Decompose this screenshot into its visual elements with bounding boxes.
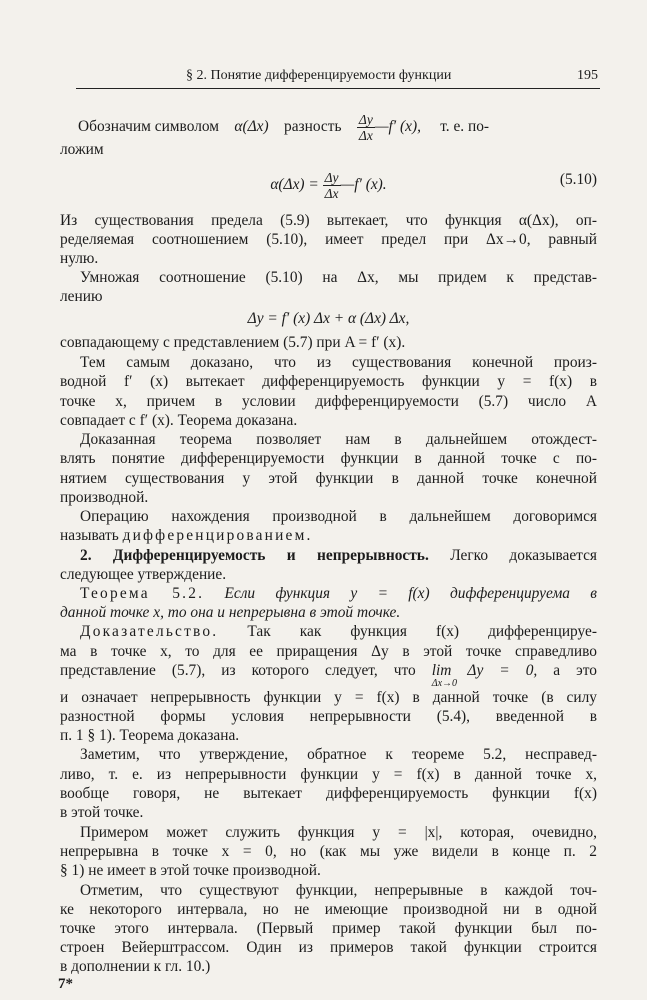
limit-main: lim Δy = 0,: [431, 662, 538, 679]
text-span: разность: [284, 118, 342, 136]
theorem-label: Теорема 5.2.: [80, 585, 205, 602]
fraction: [357, 112, 375, 143]
theorem-line: [80, 584, 597, 603]
text-span: называть: [60, 527, 119, 544]
equation-delta-y: Δy = f′ (x) Δx + α (Δx) Δx,: [247, 310, 410, 327]
proof-line: [80, 622, 597, 641]
text-line: Умножая соотношение (5.10) на Δx, мы придем к представ-: [80, 269, 597, 286]
fraction-denominator: Δx: [324, 186, 339, 201]
printer-signature: 7*: [58, 976, 73, 992]
limit-expression: [431, 662, 554, 689]
fraction-numerator: Δy: [324, 170, 339, 185]
text-line: и означает непрерывность функции y = f(x) в данной точке (в силу: [60, 689, 597, 706]
equation-number: [60, 170, 597, 189]
theorem-line: данной точке x, то она и непрерывна в этой точке.: [60, 604, 401, 621]
text-line: Доказанная теорема позволяет нам в дальнейшем отождест-: [80, 431, 597, 448]
text-span: Обозначим символом: [78, 118, 220, 136]
text-line: ке некоторого интервала, но не имеющие производной ни в одной: [60, 901, 597, 918]
text-line: точке x, причем в условии дифференцируемости (5.7) число A: [60, 393, 597, 410]
equation-right: —f′ (x).: [340, 176, 387, 194]
text-line: ливо, т. е. из непрерывности функции y = f(x) в данной точке x,: [60, 766, 597, 783]
text-line: совпадает с f′ (x). Теорема доказана.: [60, 412, 298, 429]
text-span: Так как функция f(x) дифференцируе-: [247, 623, 597, 640]
fraction-denominator: Δx: [358, 128, 373, 143]
text-line: [80, 546, 597, 565]
text-line: Примером может служить функция y = |x|, которая, очевидно,: [80, 824, 597, 841]
text-line: Операцию нахождения производной в дальнейшем договоримся: [80, 508, 597, 525]
text-line: Отметим, что существуют функции, непрерывные в каждой точ-: [80, 882, 597, 899]
text-line: Заметим, что утверждение, обратное к теореме 5.2, несправед-: [80, 746, 597, 763]
text-line: совпадающему с представлением (5.7) при A = f′ (x).: [60, 334, 406, 351]
page-number: 195: [577, 68, 598, 83]
text-line: [78, 112, 598, 143]
text-line: § 1) не имеет в этой точке производной.: [60, 862, 321, 879]
text-span: т. е. по-: [440, 118, 490, 136]
proof-label: Доказательство.: [80, 623, 219, 640]
text-line: точке этого интервала. (Первый пример такой функции был по-: [60, 920, 597, 937]
text-line: Тем самым доказано, что из существования конечной произ-: [80, 354, 597, 371]
header-title: § 2. Понятие дифференцируемости функции: [186, 68, 452, 83]
text-line: разностной формы условия непрерывности (5.4), введенной в: [60, 708, 597, 725]
text-line: вообще говоря, не вытекает дифференцируемость функции f(x): [60, 785, 597, 802]
text-line: Из существования предела (5.9) вытекает, что функция α(Δx), оп-: [60, 212, 597, 229]
text-span: Легко доказывается: [450, 547, 597, 564]
text-line: влять понятие дифференцируемости функции в данной точке с по-: [60, 450, 597, 467]
text-line: непрерывна в точке x = 0, но (как мы уже видели в конце п. 2: [60, 843, 597, 860]
equation-number-text: (5.10): [559, 171, 597, 188]
section-heading: 2. Дифференцируемость и непрерывность.: [80, 547, 429, 564]
text-line: нулю.: [60, 250, 99, 267]
fraction-numerator: Δy: [358, 112, 373, 127]
text-span: а это: [553, 662, 597, 679]
text-line: в дополнении к гл. 10.): [60, 958, 211, 975]
text-line: п. 1 § 1). Теорема доказана.: [60, 727, 240, 744]
running-header: [76, 66, 600, 89]
text-line: строен Вейерштрассом. Один из примеров такой функции строится: [60, 939, 597, 956]
text-line: [60, 661, 597, 689]
text-line: в этой точке.: [60, 804, 144, 821]
theorem-text: Если функция y = f(x) дифференцируема в: [224, 585, 597, 602]
text-line: нятием существования у этой функции в данной точке конечной: [60, 470, 597, 487]
text-line: производной.: [60, 489, 149, 506]
math-span: —f′ (x),: [374, 118, 421, 136]
text-line: водной f′ (x) вытекает дифференцируемость функции y = f(x) в: [60, 373, 597, 390]
spaced-term: дифференцированием.: [122, 527, 313, 544]
limit-subscript: Δx→0: [431, 678, 458, 689]
text-span: представление (5.7), из которого следует, что: [60, 662, 416, 679]
equation-left: α(Δx) =: [270, 176, 319, 194]
text-line: ма в точке x, то для ее приращения Δy в этой точке справедливо: [60, 643, 597, 660]
math-span: α(Δx): [234, 118, 269, 136]
text-line: ложим: [60, 141, 104, 158]
text-line: [60, 526, 597, 545]
text-line: ределяемая соотношением (5.10), имеет предел при Δx→0, равный: [60, 231, 597, 248]
text-line: следующее утверждение.: [60, 566, 227, 583]
text-line: лению: [60, 288, 103, 305]
